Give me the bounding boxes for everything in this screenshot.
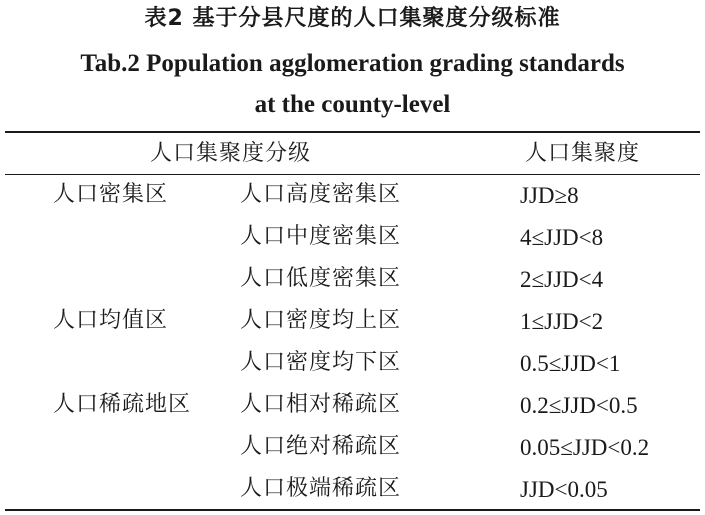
- row-range: 4≤JJD<8: [520, 225, 604, 250]
- row-group: 人口稀疏地区: [53, 392, 192, 417]
- table-top-rule: [5, 131, 700, 133]
- header-grade: 人口集聚度分级: [150, 141, 312, 166]
- row-range: 0.2≤JJD<0.5: [520, 393, 638, 418]
- row-range: 1≤JJD<2: [520, 309, 604, 334]
- table-caption-chinese: 表2 基于分县尺度的人口集聚度分级标准: [144, 6, 561, 31]
- row-group: 人口均值区: [53, 308, 169, 333]
- row-range: JJD≥8: [520, 183, 579, 208]
- table-bottom-rule: [5, 509, 700, 511]
- row-subclass: 人口相对稀疏区: [240, 392, 402, 417]
- row-subclass: 人口高度密集区: [240, 182, 402, 207]
- row-range: 0.5≤JJD<1: [520, 351, 621, 376]
- table-caption-english-line-2: at the county-level: [254, 91, 451, 118]
- row-range: 0.05≤JJD<0.2: [520, 435, 650, 460]
- row-subclass: 人口极端稀疏区: [240, 476, 402, 501]
- row-group: 人口密集区: [53, 182, 169, 207]
- row-range: 2≤JJD<4: [520, 267, 604, 292]
- row-subclass: 人口绝对稀疏区: [240, 434, 402, 459]
- header-agglomeration: 人口集聚度: [525, 141, 641, 166]
- row-subclass: 人口低度密集区: [240, 266, 402, 291]
- table-caption-english-line-1: Tab.2 Population agglomeration grading standards: [80, 50, 625, 77]
- row-subclass: 人口中度密集区: [240, 224, 402, 249]
- row-range: JJD<0.05: [520, 477, 608, 502]
- row-subclass: 人口密度均上区: [240, 308, 402, 333]
- row-subclass: 人口密度均下区: [240, 350, 402, 375]
- table-header-rule: [5, 174, 700, 175]
